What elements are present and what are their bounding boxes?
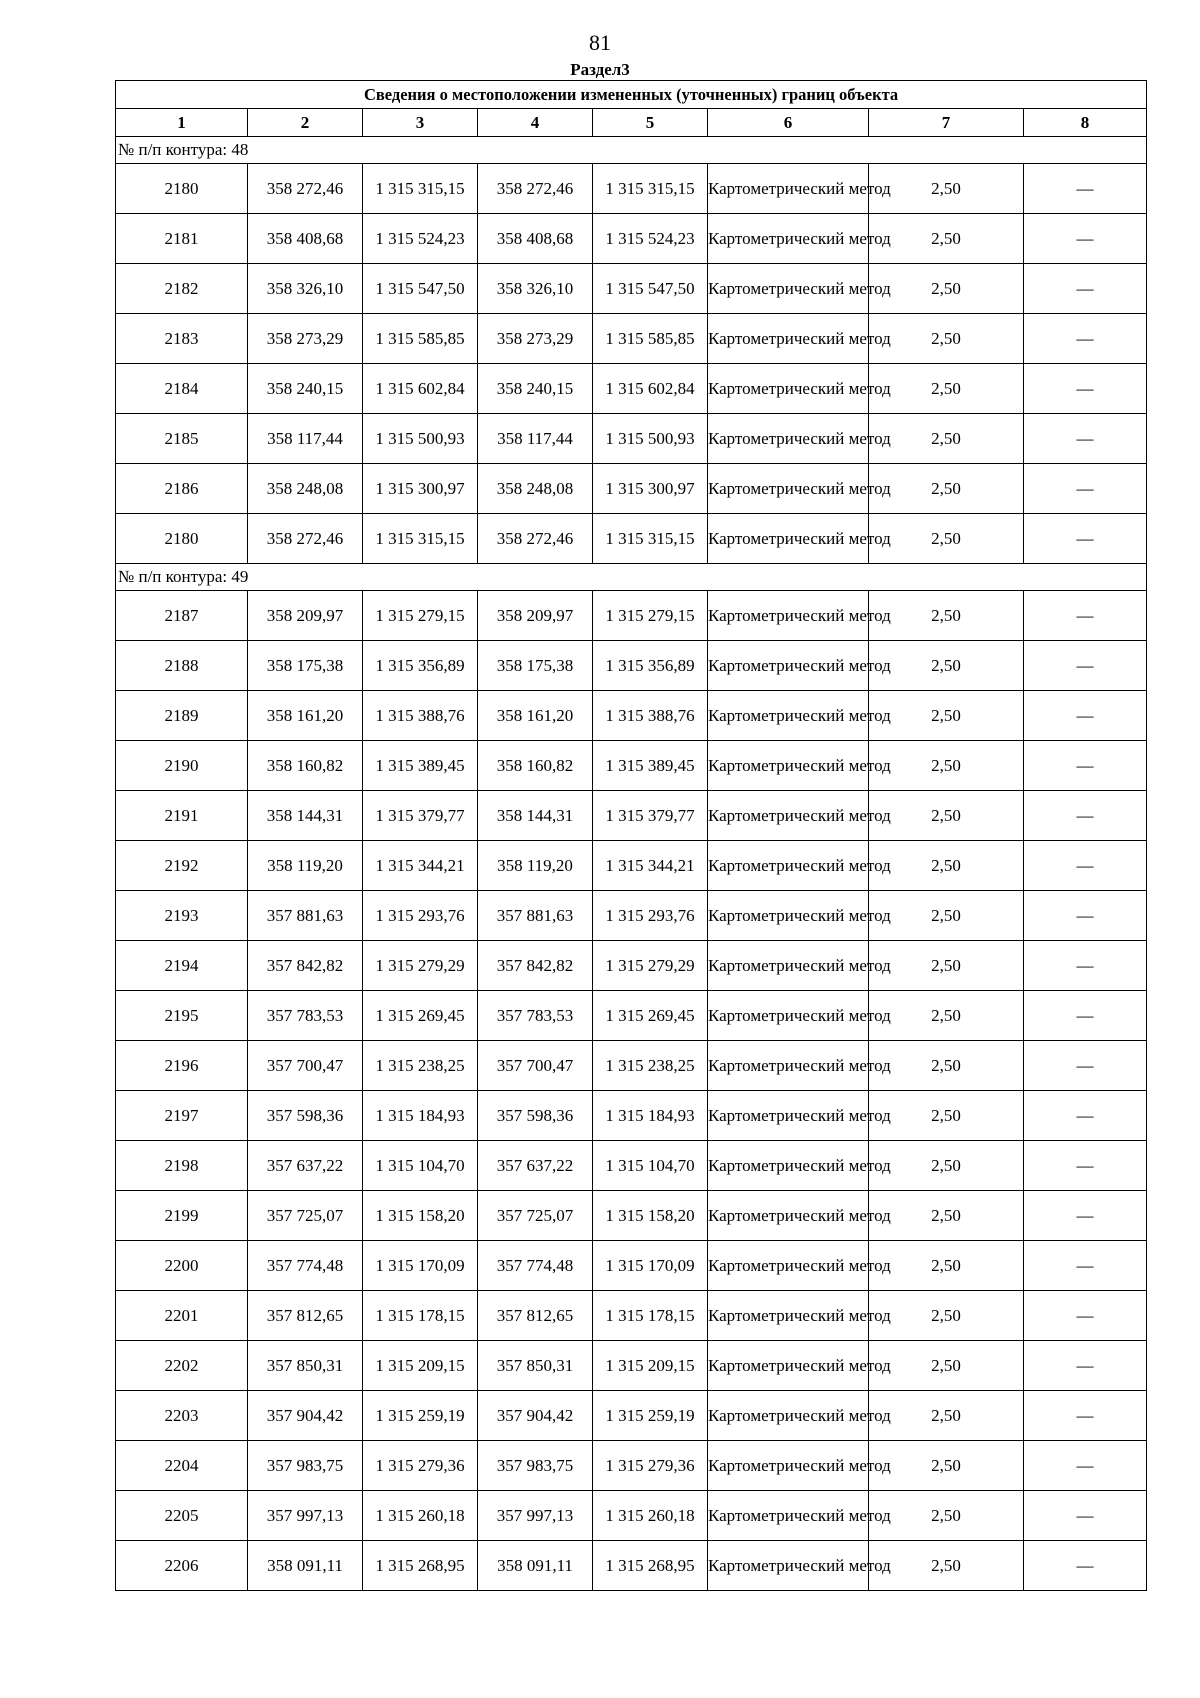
accuracy-cell: 2,50 — [869, 1191, 1024, 1241]
x-new-cell: 357 881,63 — [478, 891, 593, 941]
description-cell: — — [1024, 464, 1147, 514]
point-number-cell: 2202 — [116, 1341, 248, 1391]
point-number-cell: 2195 — [116, 991, 248, 1041]
y-old-cell: 1 315 388,76 — [363, 691, 478, 741]
x-new-cell: 358 248,08 — [478, 464, 593, 514]
x-old-cell: 357 881,63 — [248, 891, 363, 941]
accuracy-cell: 2,50 — [869, 691, 1024, 741]
y-old-cell: 1 315 238,25 — [363, 1041, 478, 1091]
y-new-cell: 1 315 356,89 — [593, 641, 708, 691]
method-cell: Картометрический метод — [708, 841, 869, 891]
method-cell: Картометрический метод — [708, 1491, 869, 1541]
table-caption: Сведения о местоположении измененных (уточненных) границ объекта — [116, 81, 1147, 109]
description-cell: — — [1024, 891, 1147, 941]
method-cell: Картометрический метод — [708, 941, 869, 991]
accuracy-cell: 2,50 — [869, 1141, 1024, 1191]
point-number-cell: 2196 — [116, 1041, 248, 1091]
column-number: 4 — [478, 109, 593, 137]
y-new-cell: 1 315 209,15 — [593, 1341, 708, 1391]
section-title: Раздел3 — [570, 60, 630, 79]
x-old-cell: 357 904,42 — [248, 1391, 363, 1441]
x-new-cell: 358 161,20 — [478, 691, 593, 741]
y-new-cell: 1 315 268,95 — [593, 1541, 708, 1591]
description-cell: — — [1024, 1491, 1147, 1541]
x-new-cell: 357 598,36 — [478, 1091, 593, 1141]
x-old-cell: 358 272,46 — [248, 514, 363, 564]
column-number: 8 — [1024, 109, 1147, 137]
point-number-cell: 2189 — [116, 691, 248, 741]
point-number-cell: 2192 — [116, 841, 248, 891]
description-cell: — — [1024, 991, 1147, 1041]
x-new-cell: 357 774,48 — [478, 1241, 593, 1291]
accuracy-cell: 2,50 — [869, 741, 1024, 791]
method-cell: Картометрический метод — [708, 1241, 869, 1291]
x-new-cell: 358 408,68 — [478, 214, 593, 264]
x-old-cell: 357 812,65 — [248, 1291, 363, 1341]
table-row — [116, 641, 1147, 691]
y-old-cell: 1 315 259,19 — [363, 1391, 478, 1441]
method-cell: Картометрический метод — [708, 1341, 869, 1391]
x-new-cell: 358 119,20 — [478, 841, 593, 891]
description-cell: — — [1024, 741, 1147, 791]
accuracy-cell: 2,50 — [869, 414, 1024, 464]
description-cell: — — [1024, 264, 1147, 314]
contour-label: № п/п контура: 49 — [116, 564, 1147, 591]
method-cell: Картометрический метод — [708, 314, 869, 364]
accuracy-cell: 2,50 — [869, 591, 1024, 641]
description-cell: — — [1024, 1191, 1147, 1241]
point-number-cell: 2193 — [116, 891, 248, 941]
x-new-cell: 358 326,10 — [478, 264, 593, 314]
y-new-cell: 1 315 388,76 — [593, 691, 708, 741]
y-new-cell: 1 315 184,93 — [593, 1091, 708, 1141]
accuracy-cell: 2,50 — [869, 314, 1024, 364]
method-cell: Картометрический метод — [708, 1091, 869, 1141]
y-new-cell: 1 315 269,45 — [593, 991, 708, 1041]
table-row — [116, 741, 1147, 791]
x-old-cell: 358 272,46 — [248, 164, 363, 214]
accuracy-cell: 2,50 — [869, 164, 1024, 214]
method-cell: Картометрический метод — [708, 1141, 869, 1191]
x-new-cell: 357 904,42 — [478, 1391, 593, 1441]
y-new-cell: 1 315 279,36 — [593, 1441, 708, 1491]
y-new-cell: 1 315 300,97 — [593, 464, 708, 514]
x-new-cell: 358 240,15 — [478, 364, 593, 414]
x-new-cell: 358 209,97 — [478, 591, 593, 641]
contour-label: № п/п контура: 48 — [116, 137, 1147, 164]
method-cell: Картометрический метод — [708, 414, 869, 464]
y-new-cell: 1 315 379,77 — [593, 791, 708, 841]
description-cell: — — [1024, 1441, 1147, 1491]
description-cell: — — [1024, 1041, 1147, 1091]
y-old-cell: 1 315 602,84 — [363, 364, 478, 414]
y-old-cell: 1 315 269,45 — [363, 991, 478, 1041]
table-row — [116, 514, 1147, 564]
point-number-cell: 2204 — [116, 1441, 248, 1491]
table-row — [116, 1091, 1147, 1141]
accuracy-cell: 2,50 — [869, 791, 1024, 841]
point-number-cell: 2188 — [116, 641, 248, 691]
table-row — [116, 791, 1147, 841]
y-old-cell: 1 315 585,85 — [363, 314, 478, 364]
y-old-cell: 1 315 279,36 — [363, 1441, 478, 1491]
y-old-cell: 1 315 379,77 — [363, 791, 478, 841]
x-new-cell: 358 272,46 — [478, 514, 593, 564]
accuracy-cell: 2,50 — [869, 1041, 1024, 1091]
description-cell: — — [1024, 364, 1147, 414]
method-cell: Картометрический метод — [708, 1041, 869, 1091]
point-number-cell: 2180 — [116, 164, 248, 214]
table-row — [116, 264, 1147, 314]
description-cell: — — [1024, 1391, 1147, 1441]
y-old-cell: 1 315 260,18 — [363, 1491, 478, 1541]
y-new-cell: 1 315 260,18 — [593, 1491, 708, 1541]
x-new-cell: 357 997,13 — [478, 1491, 593, 1541]
column-number: 1 — [116, 109, 248, 137]
point-number-cell: 2203 — [116, 1391, 248, 1441]
x-new-cell: 357 637,22 — [478, 1141, 593, 1191]
y-new-cell: 1 315 602,84 — [593, 364, 708, 414]
x-old-cell: 357 774,48 — [248, 1241, 363, 1291]
table-row — [116, 1241, 1147, 1291]
table-row — [116, 314, 1147, 364]
y-old-cell: 1 315 344,21 — [363, 841, 478, 891]
method-cell: Картометрический метод — [708, 791, 869, 841]
table-row — [116, 1491, 1147, 1541]
x-new-cell: 358 144,31 — [478, 791, 593, 841]
accuracy-cell: 2,50 — [869, 941, 1024, 991]
accuracy-cell: 2,50 — [869, 841, 1024, 891]
method-cell: Картометрический метод — [708, 991, 869, 1041]
method-cell: Картометрический метод — [708, 364, 869, 414]
description-cell: — — [1024, 1541, 1147, 1591]
x-old-cell: 357 783,53 — [248, 991, 363, 1041]
x-new-cell: 358 160,82 — [478, 741, 593, 791]
x-new-cell: 358 273,29 — [478, 314, 593, 364]
description-cell: — — [1024, 514, 1147, 564]
table-row — [116, 1041, 1147, 1091]
point-number-cell: 2186 — [116, 464, 248, 514]
description-cell: — — [1024, 414, 1147, 464]
x-new-cell: 357 850,31 — [478, 1341, 593, 1391]
table-row — [116, 414, 1147, 464]
accuracy-cell: 2,50 — [869, 641, 1024, 691]
table-row — [116, 941, 1147, 991]
table-row — [116, 1141, 1147, 1191]
description-cell: — — [1024, 841, 1147, 891]
description-cell: — — [1024, 214, 1147, 264]
description-cell: — — [1024, 791, 1147, 841]
x-new-cell: 357 783,53 — [478, 991, 593, 1041]
x-new-cell: 357 812,65 — [478, 1291, 593, 1341]
description-cell: — — [1024, 591, 1147, 641]
x-new-cell: 358 175,38 — [478, 641, 593, 691]
table-row — [116, 464, 1147, 514]
x-new-cell: 358 091,11 — [478, 1541, 593, 1591]
column-number: 7 — [869, 109, 1024, 137]
x-old-cell: 358 117,44 — [248, 414, 363, 464]
method-cell: Картометрический метод — [708, 1191, 869, 1241]
accuracy-cell: 2,50 — [869, 364, 1024, 414]
x-old-cell: 358 160,82 — [248, 741, 363, 791]
y-new-cell: 1 315 315,15 — [593, 514, 708, 564]
x-old-cell: 358 209,97 — [248, 591, 363, 641]
x-old-cell: 358 240,15 — [248, 364, 363, 414]
point-number-cell: 2201 — [116, 1291, 248, 1341]
table-body — [116, 81, 1147, 1591]
y-old-cell: 1 315 279,29 — [363, 941, 478, 991]
description-cell: — — [1024, 164, 1147, 214]
y-new-cell: 1 315 170,09 — [593, 1241, 708, 1291]
y-new-cell: 1 315 158,20 — [593, 1191, 708, 1241]
boundary-coordinates-table — [115, 80, 1147, 1591]
table-row — [116, 1191, 1147, 1241]
y-old-cell: 1 315 104,70 — [363, 1141, 478, 1191]
x-old-cell: 357 997,13 — [248, 1491, 363, 1541]
table-row — [116, 164, 1147, 214]
table-caption-row — [116, 81, 1147, 109]
method-cell: Картометрический метод — [708, 1391, 869, 1441]
accuracy-cell: 2,50 — [869, 1341, 1024, 1391]
accuracy-cell: 2,50 — [869, 1491, 1024, 1541]
y-old-cell: 1 315 268,95 — [363, 1541, 478, 1591]
method-cell: Картометрический метод — [708, 891, 869, 941]
accuracy-cell: 2,50 — [869, 1441, 1024, 1491]
x-old-cell: 358 161,20 — [248, 691, 363, 741]
y-old-cell: 1 315 170,09 — [363, 1241, 478, 1291]
point-number-cell: 2187 — [116, 591, 248, 641]
x-old-cell: 358 175,38 — [248, 641, 363, 691]
y-new-cell: 1 315 259,19 — [593, 1391, 708, 1441]
accuracy-cell: 2,50 — [869, 1241, 1024, 1291]
y-old-cell: 1 315 547,50 — [363, 264, 478, 314]
page-number: 81 — [589, 30, 611, 55]
point-number-cell: 2200 — [116, 1241, 248, 1291]
column-number: 3 — [363, 109, 478, 137]
description-cell: — — [1024, 941, 1147, 991]
point-number-cell: 2206 — [116, 1541, 248, 1591]
x-old-cell: 358 273,29 — [248, 314, 363, 364]
y-old-cell: 1 315 209,15 — [363, 1341, 478, 1391]
table-row — [116, 1291, 1147, 1341]
y-old-cell: 1 315 184,93 — [363, 1091, 478, 1141]
x-old-cell: 357 637,22 — [248, 1141, 363, 1191]
y-old-cell: 1 315 158,20 — [363, 1191, 478, 1241]
y-old-cell: 1 315 300,97 — [363, 464, 478, 514]
method-cell: Картометрический метод — [708, 264, 869, 314]
y-old-cell: 1 315 389,45 — [363, 741, 478, 791]
y-old-cell: 1 315 178,15 — [363, 1291, 478, 1341]
table-row — [116, 991, 1147, 1041]
x-old-cell: 358 091,11 — [248, 1541, 363, 1591]
table-row — [116, 214, 1147, 264]
point-number-cell: 2191 — [116, 791, 248, 841]
x-new-cell: 357 700,47 — [478, 1041, 593, 1091]
y-new-cell: 1 315 344,21 — [593, 841, 708, 891]
accuracy-cell: 2,50 — [869, 1091, 1024, 1141]
description-cell: — — [1024, 1141, 1147, 1191]
x-new-cell: 357 842,82 — [478, 941, 593, 991]
point-number-cell: 2198 — [116, 1141, 248, 1191]
point-number-cell: 2183 — [116, 314, 248, 364]
x-new-cell: 357 983,75 — [478, 1441, 593, 1491]
method-cell: Картометрический метод — [708, 741, 869, 791]
x-new-cell: 358 272,46 — [478, 164, 593, 214]
y-new-cell: 1 315 178,15 — [593, 1291, 708, 1341]
y-new-cell: 1 315 238,25 — [593, 1041, 708, 1091]
point-number-cell: 2181 — [116, 214, 248, 264]
table-row — [116, 841, 1147, 891]
table-row — [116, 1441, 1147, 1491]
y-new-cell: 1 315 279,29 — [593, 941, 708, 991]
x-old-cell: 357 598,36 — [248, 1091, 363, 1141]
description-cell: — — [1024, 641, 1147, 691]
accuracy-cell: 2,50 — [869, 1541, 1024, 1591]
column-number: 5 — [593, 109, 708, 137]
column-number: 6 — [708, 109, 869, 137]
description-cell: — — [1024, 1091, 1147, 1141]
table-row — [116, 591, 1147, 641]
y-old-cell: 1 315 315,15 — [363, 514, 478, 564]
x-old-cell: 357 850,31 — [248, 1341, 363, 1391]
column-number-row — [116, 109, 1147, 137]
accuracy-cell: 2,50 — [869, 1391, 1024, 1441]
method-cell: Картометрический метод — [708, 464, 869, 514]
x-old-cell: 358 326,10 — [248, 264, 363, 314]
table-row — [116, 1341, 1147, 1391]
point-number-cell: 2184 — [116, 364, 248, 414]
x-new-cell: 357 725,07 — [478, 1191, 593, 1241]
description-cell: — — [1024, 1341, 1147, 1391]
x-old-cell: 357 842,82 — [248, 941, 363, 991]
accuracy-cell: 2,50 — [869, 514, 1024, 564]
y-old-cell: 1 315 524,23 — [363, 214, 478, 264]
y-old-cell: 1 315 315,15 — [363, 164, 478, 214]
description-cell: — — [1024, 314, 1147, 364]
y-old-cell: 1 315 500,93 — [363, 414, 478, 464]
point-number-cell: 2185 — [116, 414, 248, 464]
y-old-cell: 1 315 293,76 — [363, 891, 478, 941]
method-cell: Картометрический метод — [708, 691, 869, 741]
point-number-cell: 2180 — [116, 514, 248, 564]
y-new-cell: 1 315 585,85 — [593, 314, 708, 364]
method-cell: Картометрический метод — [708, 591, 869, 641]
point-number-cell: 2194 — [116, 941, 248, 991]
y-new-cell: 1 315 104,70 — [593, 1141, 708, 1191]
description-cell: — — [1024, 1241, 1147, 1291]
table-row — [116, 1541, 1147, 1591]
y-new-cell: 1 315 524,23 — [593, 214, 708, 264]
y-new-cell: 1 315 500,93 — [593, 414, 708, 464]
accuracy-cell: 2,50 — [869, 264, 1024, 314]
point-number-cell: 2197 — [116, 1091, 248, 1141]
contour-header-row — [116, 137, 1147, 164]
y-new-cell: 1 315 293,76 — [593, 891, 708, 941]
x-old-cell: 358 144,31 — [248, 791, 363, 841]
x-new-cell: 358 117,44 — [478, 414, 593, 464]
point-number-cell: 2182 — [116, 264, 248, 314]
method-cell: Картометрический метод — [708, 514, 869, 564]
point-number-cell: 2205 — [116, 1491, 248, 1541]
method-cell: Картометрический метод — [708, 214, 869, 264]
method-cell: Картометрический метод — [708, 1441, 869, 1491]
accuracy-cell: 2,50 — [869, 464, 1024, 514]
table-row — [116, 891, 1147, 941]
point-number-cell: 2190 — [116, 741, 248, 791]
accuracy-cell: 2,50 — [869, 214, 1024, 264]
method-cell: Картометрический метод — [708, 164, 869, 214]
description-cell: — — [1024, 1291, 1147, 1341]
x-old-cell: 357 725,07 — [248, 1191, 363, 1241]
y-new-cell: 1 315 315,15 — [593, 164, 708, 214]
y-old-cell: 1 315 279,15 — [363, 591, 478, 641]
method-cell: Картометрический метод — [708, 1541, 869, 1591]
y-new-cell: 1 315 547,50 — [593, 264, 708, 314]
column-number: 2 — [248, 109, 363, 137]
description-cell: — — [1024, 691, 1147, 741]
x-old-cell: 358 119,20 — [248, 841, 363, 891]
contour-header-row — [116, 564, 1147, 591]
y-new-cell: 1 315 389,45 — [593, 741, 708, 791]
method-cell: Картометрический метод — [708, 641, 869, 691]
x-old-cell: 357 700,47 — [248, 1041, 363, 1091]
table-row — [116, 691, 1147, 741]
y-old-cell: 1 315 356,89 — [363, 641, 478, 691]
method-cell: Картометрический метод — [708, 1291, 869, 1341]
point-number-cell: 2199 — [116, 1191, 248, 1241]
table-row — [116, 364, 1147, 414]
y-new-cell: 1 315 279,15 — [593, 591, 708, 641]
x-old-cell: 358 408,68 — [248, 214, 363, 264]
accuracy-cell: 2,50 — [869, 1291, 1024, 1341]
accuracy-cell: 2,50 — [869, 991, 1024, 1041]
x-old-cell: 358 248,08 — [248, 464, 363, 514]
accuracy-cell: 2,50 — [869, 891, 1024, 941]
x-old-cell: 357 983,75 — [248, 1441, 363, 1491]
table-row — [116, 1391, 1147, 1441]
